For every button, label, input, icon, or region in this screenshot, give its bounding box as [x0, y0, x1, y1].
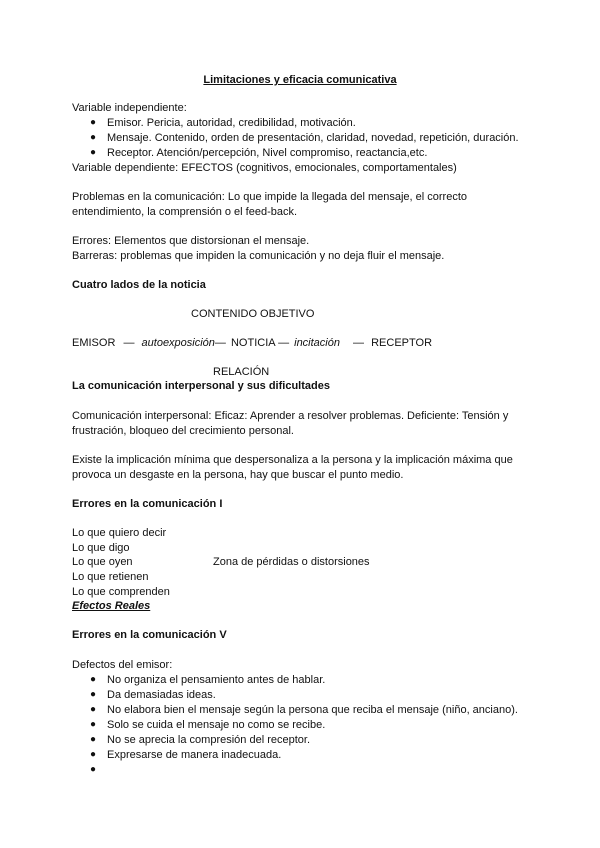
zona-perdidas-label: Zona de pérdidas o distorsiones	[213, 556, 370, 568]
errores-1-line: Lo que quiero decir	[72, 527, 167, 539]
errores-1-line: Lo que digo	[72, 542, 130, 554]
receptor-label: RECEPTOR	[371, 337, 433, 349]
barreras-definition: Barreras: problemas que impiden la comunicación y no deja fluir el mensaje.	[72, 250, 445, 262]
relacion-label: RELACIÓN	[213, 366, 270, 378]
emisor-noticia-receptor-row	[72, 336, 432, 350]
defectos-emisor-label: Defectos del emisor:	[72, 659, 173, 671]
page-title: Limitaciones y eficacia comunicativa	[203, 74, 397, 86]
defecto-item: No elabora bien el mensaje según la persona que reciba el mensaje (niño, anciano).	[107, 704, 518, 716]
defecto-item: No organiza el pensamiento antes de hablar.	[107, 674, 326, 686]
autoexposicion-label: autoexposición	[141, 337, 215, 349]
dash-3: —	[278, 337, 290, 349]
vi-item-mensaje: Mensaje. Contenido, orden de presentación, claridad, novedad, repetición, duración.	[107, 132, 519, 144]
bullet-icon: ●	[90, 674, 97, 685]
cuatro-lados-heading: Cuatro lados de la noticia	[72, 279, 206, 291]
bullet-icon: ●	[90, 719, 97, 730]
emisor-label: EMISOR	[72, 337, 116, 349]
contenido-objetivo-label: CONTENIDO OBJETIVO	[191, 308, 315, 320]
dash-1: —	[123, 337, 135, 349]
problemas-line-1: Problemas en la comunicación: Lo que impide la llegada del mensaje, el correcto	[72, 191, 468, 203]
defecto-item: No se aprecia la compresión del receptor.	[107, 734, 310, 746]
errores-5-heading: Errores en la comunicación V	[72, 629, 227, 641]
interpersonal-heading: La comunicación interpersonal y sus dificultades	[72, 380, 330, 392]
errores-1-line: Lo que retienen	[72, 571, 149, 583]
problemas-line-2: entendimiento, la comprensión o el feed-back.	[72, 206, 298, 218]
bullet-icon: ●	[90, 704, 97, 715]
errores-1-heading: Errores en la comunicación I	[72, 498, 223, 510]
vi-item-emisor: Emisor. Pericia, autoridad, credibilidad, motivación.	[107, 117, 356, 129]
bullet-icon: ●	[90, 147, 97, 158]
variable-independiente-label: Variable independiente:	[72, 102, 187, 114]
dash-4: —	[353, 337, 365, 349]
dash-2: —	[214, 337, 226, 349]
errores-1-line: Lo que oyen	[72, 556, 133, 568]
defecto-item: Solo se cuida el mensaje no como se recibe.	[107, 719, 326, 731]
bullet-icon: ●	[90, 734, 97, 745]
noticia-label: NOTICIA	[230, 337, 275, 349]
interpersonal-p1-line-1: Comunicación interpersonal: Eficaz: Aprender a resolver problemas. Deficiente: Tensión y	[72, 410, 509, 422]
errores-definition: Errores: Elementos que distorsionan el mensaje.	[72, 235, 310, 247]
bullet-icon: ●	[90, 132, 97, 143]
incitacion-label: incitación	[294, 337, 340, 349]
defecto-item: Expresarse de manera inadecuada.	[107, 749, 282, 761]
interpersonal-p1-line-2: frustración, bloqueo del crecimiento personal.	[72, 425, 294, 437]
vi-item-receptor: Receptor. Atención/percepción, Nivel compromiso, reactancia,etc.	[107, 147, 428, 159]
bullet-icon: ●	[90, 749, 97, 760]
bullet-icon: ●	[90, 689, 97, 700]
interpersonal-p2-line-1: Existe la implicación mínima que despersonaliza a la persona y la implicación máxima que	[72, 454, 513, 466]
variable-dependiente-text: Variable dependiente: EFECTOS (cognitivos, emocionales, comportamentales)	[72, 162, 457, 174]
bullet-icon: ●	[90, 764, 97, 775]
errores-1-line: Lo que comprenden	[72, 586, 170, 598]
efectos-reales-label: Efectos Reales	[72, 600, 151, 612]
bullet-icon: ●	[90, 117, 97, 128]
interpersonal-p2-line-2: provoca un desgaste en la persona, hay que buscar el punto medio.	[72, 469, 404, 481]
defecto-item: Da demasiadas ideas.	[107, 689, 216, 701]
